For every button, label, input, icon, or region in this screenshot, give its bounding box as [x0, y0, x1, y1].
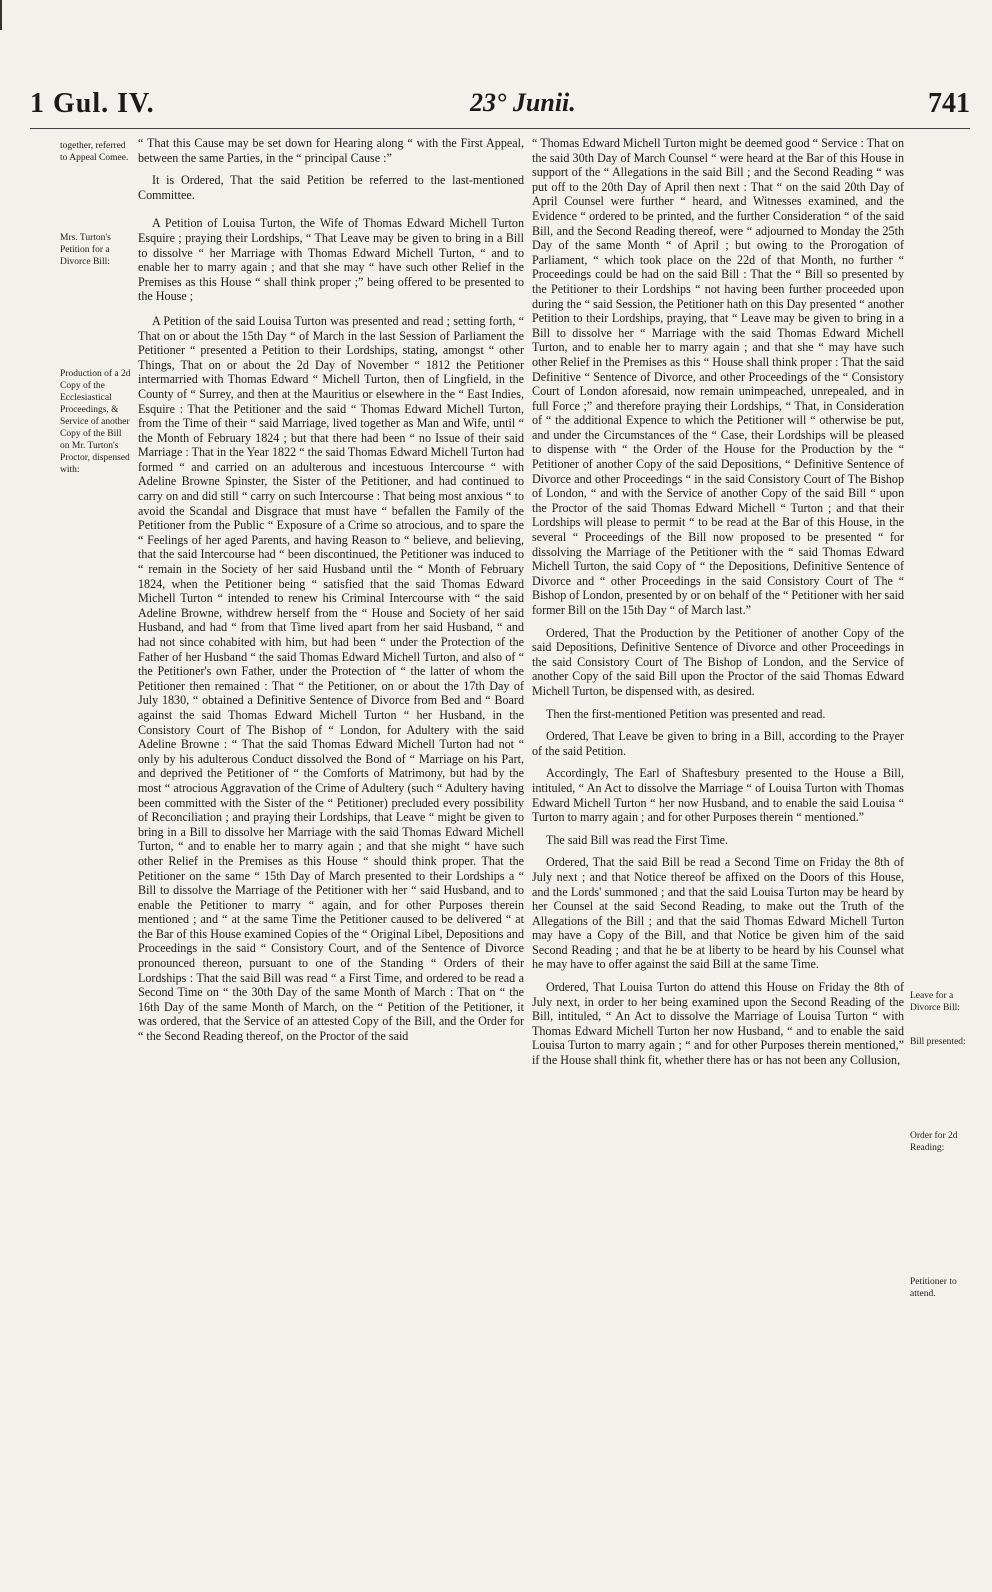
- right-column: [532, 136, 904, 1576]
- paragraph: Accordingly, The Earl of Shaftesbury presented to the House a Bill, intituled, “ An Act to dissolve the Marriage “ of Louisa Turton with Thomas Edward Michell Turton “ her now Husband, and to enable the said Louisa “ Turton to marry again ; and for other Purposes therein “ mentioned.”: [532, 766, 904, 825]
- margin-note-petitioner-attend: Petitioner to attend.: [910, 1277, 957, 1299]
- margin-note-second-reading: Order for 2d Reading:: [910, 1131, 958, 1153]
- margin-note-production-dispensed: Production of a 2d Copy of the Ecclesiastical Proceedings, & Service of another Copy of the Bill on Mr. Turton's Proctor, dispensed with:: [60, 369, 131, 475]
- paragraph: Ordered, That the Production by the Petitioner of another Copy of the said Depositions, Definitive Sentence of Divorce and other Proceedings in the said Consistory Court of The Bishop of London, and the Service of another Copy of the said Bill upon the Proctor of the said Thomas Edward Michell Turton, be dispensed with, as desired.: [532, 625, 904, 698]
- header-rule: [30, 128, 970, 129]
- page-number: 741: [928, 88, 970, 119]
- margin-note-divorce-petition: Mrs. Turton's Petition for a Divorce Bill:: [60, 233, 111, 267]
- paragraph: “ Thomas Edward Michell Turton might be deemed good “ Service : That on the said 30th Day of March Counsel “ were heard at the Bar of this House in support of the “ Allegations in the said Bill ; and the Second Reading “ was put off to the 20th Day of April then next : That “ on the said 20th Day of April Counsel were further “ heard, and Witnesses examined, and the Evidence “ ordered to be printed, and the further Consideration “ of the said Bill, and the Second Reading thereof, were “ adjourned to Monday the 25th Day of the same Month “ of April ; but owing to the Prorogation of Parliament, “ which took place on the 22d of that Month, no further “ Proceedings could be had on the said Bill : That the “ Bill so presented by the Petitioner to their Lordships “ not having been further proceeded upon during the “ said Session, the Petitioner hath on this Day presented “ another Petition to their Lordships, praying, that “ Leave may be given to bring in a Bill to dissolve her “ Marriage with the said Thomas Edward Michell Turton, and to enable her to marry again ; and that she “ may have such other Relief in the Premises as this “ House shall think proper : That the said Definitive “ Sentence of Divorce, and other Proceedings of the “ Consistory Court of London aforesaid, now remain unimpeached, unrepealed, and in full Force ;” and therefore praying their Lordships, “ That, in Consideration of “ the additional Expence to which the Petitioner will “ otherwise be put, and under the Circumstances of the “ Case, their Lordships will be pleased to dispense with “ the Order of the House for the Production by the “ Petitioner of another Copy of the said Depositions, “ Definitive Sentence of Divorce and other Proceedings “ in the said Consistory Court of The Bishop of London, “ and with the Service of another Copy of the said Bill “ upon the Proctor of the said Thomas Edward Michell “ Turton ; and that their Lordships will please to permit “ to be read at the Bar of this House, in the several “ Proceedings of the Bill now proposed to be presented “ for dissolving the Marriage of the Petitioner with the “ said Thomas Edward Michell Turton, the said Copy of “ the Depositions, Definitive Sentence of Divorce and “ other Proceedings in the said Consistory Court of The “ Bishop of London, presented by or on behalf of the “ Petitioner with her said former Bill on the 15th Day “ of March last.”: [532, 136, 904, 617]
- paragraph: Then the first-mentioned Petition was presented and read.: [546, 706, 826, 721]
- paragraph: A Petition of the said Louisa Turton was presented and read ; setting forth, “ That on or about the 15th Day “ of March in the last Session of Parliament the Petitioner “ presented a Petition to their Lordships, stating, amongst “ other Things, That on or about the 2d Day of November “ 1812 the Petitioner intermarried with Thomas Edward “ Michell Turton, then of Lingfield, in the County of “ Surrey, and then at the Mauritius or elsewhere in the “ East Indies, Esquire : That the Petitioner and the said “ Thomas Edward Michell Turton, from the Time of their “ said Marriage, lived together as Man and Wife, until “ the Month of February 1824 ; but that there had been “ no Issue of their said Marriage : That in the Year 1822 “ the said Thomas Edward Michell Turton had formed “ and carried on an adulterous and incestuous Intercourse “ with Adeline Browne Spinster, the Sister of the Petitioner, and had continued to carry on and did still “ carry on such Intercourse : That being most anxious “ to avoid the Scandal and Disgrace that must have “ befallen the Family of the Petitioner from the Public “ Exposure of a Crime so atrocious, and to spare the “ Feelings of her aged Parents, and having Reason to “ believe, and believing, that the said Intercourse had “ been discontinued, the Petitioner was induced to “ remain in the Society of her said Husband until the “ Month of February 1824, when the Petitioner being “ satisfied that the said Thomas Edward Michell Turton “ intended to renew his Criminal Intercourse with “ the said Adeline Browne, withdrew herself from the “ House and Society of her said Husband, and had “ from that Time lived apart from her said Husband, “ and had not since cohabited with him, but had been “ under the Protection of the Father of her Husband “ the said Thomas Edward Michell Turton, and also of “ the Petitioner's own Father, under the Protection of “ the latter of whom the Petitioner then remained : That “ the Petitioner, on or about the 17th Day of July 1830, “ obtained a Definitive Sentence of Divorce from Bed and “ Board against the said Thomas Edward Michell Turton “ her Husband, in the Consistory Court of The Bishop of “ London, for Adultery with the said Adeline Browne : “ That the said Thomas Edward Michell Turton had not “ only by his adulterous Conduct dissolved the Bond of “ Marriage on his Part, and deprived the Petitioner of “ the Comforts of Matrimony, but had by the most “ atrocious Aggravation of the Crime of Adultery (such “ Adultery having been committed with the Sister of the “ Petitioner) precluded every possibility of Reconciliation ; and praying their Lordships, that Leave “ might be given to bring in a Bill to dissolve her Marriage with the said Thomas Edward Michell Turton, “ and to enable her to marry again ; and that she might “ have such other Relief in the Premises as this House “ should think proper. That the Petitioner on the same “ 15th Day of March presented to their Lordships a “ Bill to dissolve the Marriage of the Petitioner with her “ said Husband, and to enable the Petitioner to marry “ again, and for other Purposes therein mentioned ; and “ at the same Time the Petitioner caused to be delivered “ at the Bar of this House examined Copies of the “ Original Libel, Depositions and Proceedings in the said “ Consistory Court, and of the Sentence of Divorce pronounced thereon, pursuant to one of the Standing “ Orders of their Lordships : That the said Bill was read “ a First Time, and ordered to be read a Second Time on “ the 30th Day of the same Month of March : That on “ the 16th Day of the same Month of March, on the “ Petition of the Petitioner, it was ordered, that the Service of an attested Copy of the Bill, and the Order for “ the Second Reading thereof, on the Proctor of the said: [138, 313, 524, 1044]
- paragraph: The said Bill was read the First Time.: [546, 832, 729, 847]
- page-header: [30, 88, 970, 132]
- regnal-year: 1 Gul. IV.: [30, 88, 155, 119]
- page-corner-mark: [0, 0, 8, 30]
- paragraph: A Petition of Louisa Turton, the Wife of Thomas Edward Michell Turton Esquire ; praying their Lordships, “ That Leave may be given to bring in a Bill to dissolve “ her Marriage with Thomas Edward Michell Turton, “ and to enable her to marry again ; and that she may “ have such other Relief in the Premises as this House “ shall think proper ;” being offered to be presented to the House ;: [138, 216, 524, 304]
- paragraph: Ordered, That Louisa Turton do attend this House on Friday the 8th of July next, in order to her being examined upon the Second Reading of the Bill, intituled, “ An Act to dissolve the Marriage of Louisa Turton “ with Thomas Edward Michell Turton her now Husband, “ and to enable the said Louisa Turton to marry again ; “ and for other Purposes therein mentioned,” if the House shall think fit, whether there has or has not been any Collusion,: [532, 980, 904, 1068]
- paragraph: It is Ordered, That the said Petition be referred to the last-mentioned Committee.: [138, 173, 524, 202]
- paragraph: Ordered, That Leave be given to bring in a Bill, according to the Prayer of the said Petition.: [532, 729, 904, 758]
- margin-note-bill-presented: Bill presented:: [910, 1037, 966, 1047]
- margin-note-leave: Leave for a Divorce Bill:: [910, 991, 960, 1013]
- paragraph: “ That this Cause may be set down for Hearing along “ with the First Appeal, between the same Parties, in the “ principal Cause :”: [138, 136, 524, 165]
- page-date: 23° Junii.: [470, 88, 576, 117]
- paragraph: Ordered, That the said Bill be read a Second Time on Friday the 8th of July next ; and that Notice thereof be affixed on the Doors of this House, and the Lords' summoned ; and that the said Louisa Turton may be heard by her Counsel at the said Second Reading, to make out the Truth of the Allegations of the Bill ; and that the said Thomas Edward Michell Turton may have a Copy of the Bill, and that Notice be given him of the said Second Reading ; and that he be at liberty to be heard by his Counsel what he may have to offer against the said Bill at the same Time.: [532, 855, 904, 972]
- margin-note-referred: together, referred to Appeal Comee.: [60, 141, 129, 163]
- left-column: [138, 136, 524, 1576]
